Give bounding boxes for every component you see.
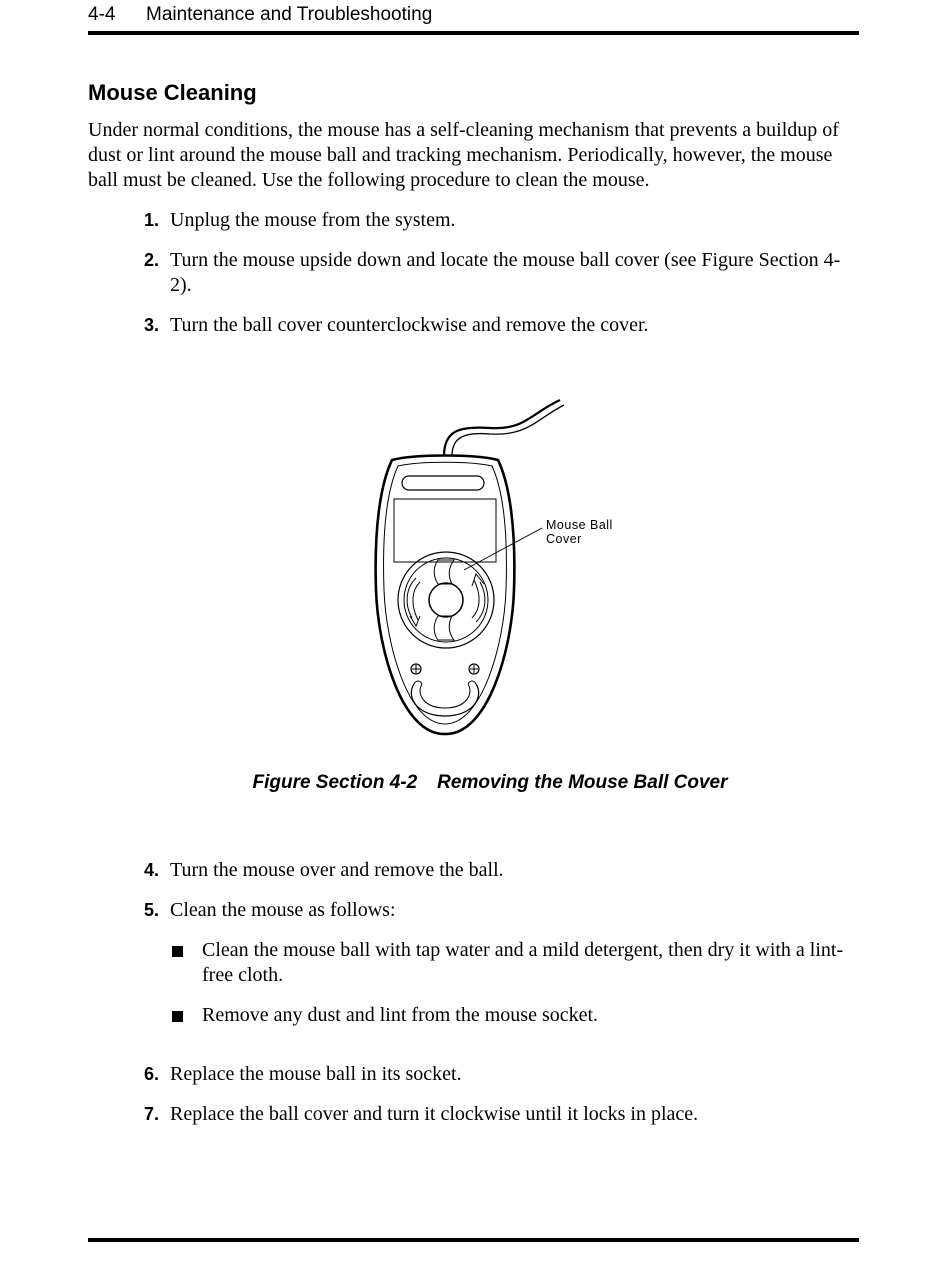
footer-rule [88, 1238, 859, 1242]
bullet-text: Clean the mouse ball with tap water and a mild detergent, then dry it with a lint-free cloth. [202, 939, 844, 986]
step-number: 5. [144, 900, 160, 920]
step-number: 2. [144, 250, 160, 270]
header-rule [88, 31, 859, 35]
step-text: Turn the mouse over and remove the ball. [170, 859, 504, 881]
step-1 [144, 208, 858, 233]
mouse-bottom-illustration [360, 390, 640, 740]
figure-caption [88, 770, 892, 796]
figure-title: Removing the Mouse Ball Cover [437, 772, 728, 793]
page-number: 4-4 [88, 4, 116, 25]
step-text: Replace the mouse ball in its socket. [170, 1063, 462, 1085]
bullet-text: Remove any dust and lint from the mouse socket. [202, 1004, 599, 1026]
figure-number: Figure Section 4-2 [252, 772, 418, 793]
figure-label-line2: Cover [546, 532, 582, 546]
step-6 [144, 1062, 858, 1087]
step-number: 1. [144, 210, 160, 230]
section-title: Mouse Cleaning [88, 80, 257, 105]
step-3 [144, 313, 858, 338]
mouse-diagram [360, 390, 640, 740]
step-number: 3. [144, 315, 160, 335]
step-text: Turn the ball cover counterclockwise and remove the cover. [170, 314, 649, 336]
step-number: 7. [144, 1104, 160, 1124]
bullet-item [172, 938, 858, 988]
step-7 [144, 1102, 858, 1127]
square-bullet-icon [172, 1011, 183, 1022]
square-bullet-icon [172, 946, 183, 957]
step-number: 6. [144, 1064, 160, 1084]
bullet-item [172, 1003, 858, 1028]
step-text: Unplug the mouse from the system. [170, 209, 456, 231]
intro-paragraph: Under normal conditions, the mouse has a self-cleaning mechanism that prevents a buildup of dust or lint around the mouse ball and tracking mechanism. Periodically, however, the mouse ball must be cleaned. Use the following procedure to clean the mouse. [88, 119, 839, 191]
step-text: Turn the mouse upside down and locate the mouse ball cover (see Figure Section 4-2). [170, 249, 841, 296]
page-header [88, 2, 858, 30]
chapter-title: Maintenance and Troubleshooting [146, 4, 433, 25]
step-4 [144, 858, 858, 883]
step-2 [144, 248, 858, 298]
step-5 [144, 898, 858, 923]
step-text: Clean the mouse as follows: [170, 899, 396, 921]
step-text: Replace the ball cover and turn it clockwise until it locks in place. [170, 1103, 699, 1125]
step-number: 4. [144, 860, 160, 880]
figure-label-line1: Mouse Ball [546, 518, 613, 532]
